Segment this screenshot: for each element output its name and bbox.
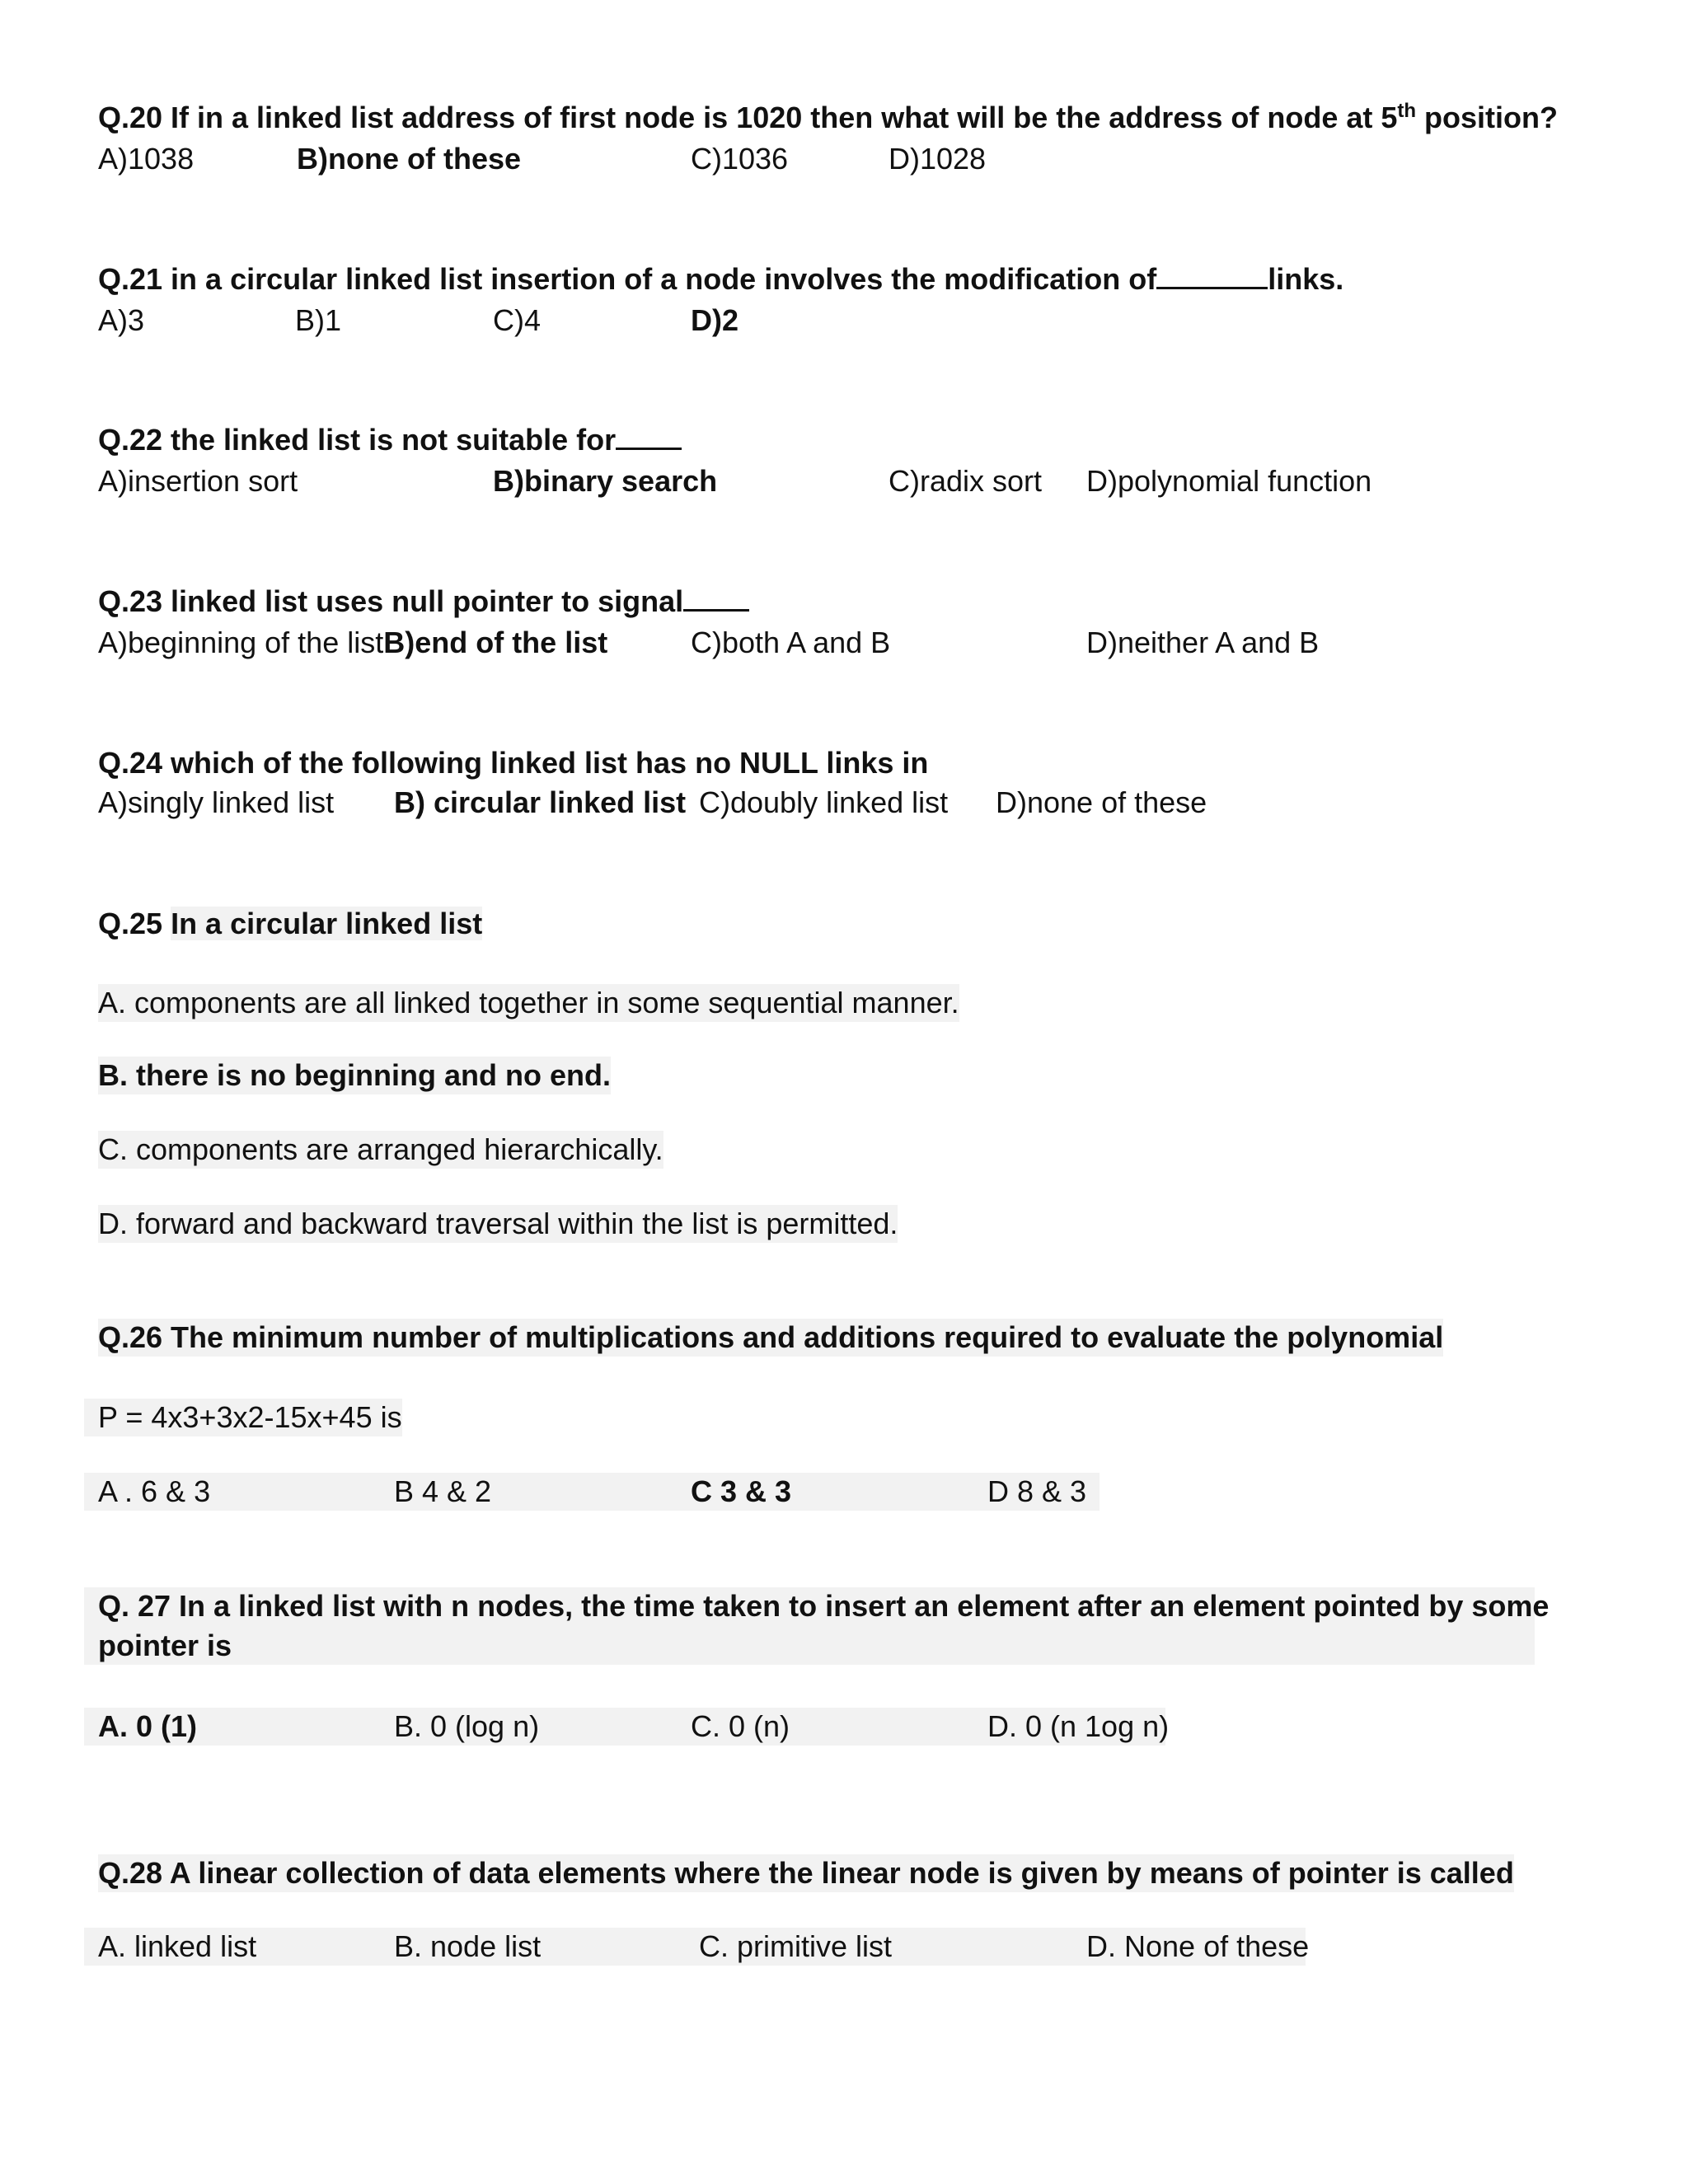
q20-option-d: D)1028 (889, 142, 987, 176)
q21-option-a: A)3 (98, 303, 145, 337)
question-21 (98, 260, 1343, 298)
question-28 (98, 1854, 1514, 1892)
q28-option-b: B. node list (394, 1929, 542, 1963)
q23-option-d: D)neither A and B (1086, 626, 1320, 659)
q20-option-a: A)1038 (98, 142, 195, 176)
question-25-text: In a circular linked list (171, 907, 483, 940)
question-27 (98, 1587, 1549, 1625)
question-24 (98, 744, 928, 782)
q25-option-d: D. forward and backward traversal within the list is permitted. (98, 1205, 898, 1243)
q28-option-a: A. linked list (98, 1929, 257, 1963)
question-22 (98, 421, 682, 459)
answer-blank (683, 583, 749, 612)
q27-option-b: B. 0 (log n) (394, 1709, 540, 1743)
q26-option-b: B 4 & 2 (394, 1474, 492, 1508)
q24-option-d: D)none of these (996, 785, 1207, 819)
q25-option-c: C. components are arranged hierarchically. (98, 1131, 663, 1169)
q25-option-b: B. there is no beginning and no end. (98, 1057, 611, 1094)
question-27-line2: pointer is (98, 1629, 232, 1662)
question-26 (98, 1319, 1443, 1357)
q27-option-d: D. 0 (n 1og n) (987, 1709, 1170, 1743)
q22-option-a: A)insertion sort (98, 464, 298, 498)
question-28-text: Q.28 A linear collection of data elements where the linear node is given by means of pointer is called (98, 1856, 1514, 1890)
q24-option-c: C)doubly linked list (699, 785, 949, 819)
q20-option-c: C)1036 (691, 142, 789, 176)
q24-option-b: B) circular linked list (394, 785, 687, 819)
q22-option-d: D)polynomial function (1086, 464, 1372, 498)
question-23-text: Q.23 linked list uses null pointer to signal (98, 584, 684, 618)
q23-option-b: B)end of the list (383, 626, 608, 659)
question-22-text: Q.22 the linked list is not suitable for (98, 423, 617, 457)
q26-expression: P = 4x3+3x2-15x+45 is (84, 1399, 402, 1436)
question-25-number: Q.25 (98, 907, 171, 940)
question-27-text: Q. 27 In a linked list with n nodes, the time taken to insert an element after an element pointed by some (98, 1589, 1550, 1623)
q27-option-a: A. 0 (1) (98, 1709, 198, 1743)
q26-option-c: C 3 & 3 (691, 1474, 792, 1508)
q25-option-a: A. components are all linked together in some sequential manner. (98, 984, 959, 1022)
q22-option-b: B)binary search (493, 464, 718, 498)
q24-option-a: A)singly linked list (98, 785, 335, 819)
question-25 (98, 905, 482, 943)
q21-option-c: C)4 (493, 303, 542, 337)
question-21-text-end: links. (1268, 262, 1344, 296)
q26-option-a: A . 6 & 3 (98, 1474, 211, 1508)
answer-blank (616, 421, 682, 450)
q28-option-c: C. primitive list (699, 1929, 893, 1963)
question-24-text: Q.24 which of the following linked list has no NULL links in (98, 746, 929, 780)
question-21-text: Q.21 in a circular linked list insertion of a node involves the modification of (98, 262, 1157, 296)
question-20-text-end: position? (1416, 101, 1559, 134)
q20-option-b: B)none of these (297, 142, 522, 176)
q21-option-b: B)1 (295, 303, 342, 337)
question-20 (98, 99, 1558, 137)
q23-option-a-text: A)beginning of the list (98, 626, 384, 659)
q21-option-d: D)2 (691, 303, 739, 337)
q27-option-c: C. 0 (n) (691, 1709, 790, 1743)
q26-options-row (84, 1473, 1100, 1511)
q26-option-d: D 8 & 3 (987, 1474, 1087, 1508)
q28-option-d: D. None of these (1086, 1929, 1310, 1963)
question-20-sup: th (1397, 100, 1417, 122)
question-20-text: Q.20 If in a linked list address of first node is 1020 then what will be the address of node at 5 (98, 101, 1398, 134)
question-23 (98, 583, 749, 621)
q23-option-c: C)both A and B (691, 626, 891, 659)
answer-blank (1156, 260, 1268, 289)
q22-option-c: C)radix sort (889, 464, 1043, 498)
question-26-text: Q.26 The minimum number of multiplications and additions required to evaluate the polynomial (98, 1320, 1444, 1354)
q23-option-a (98, 624, 607, 662)
